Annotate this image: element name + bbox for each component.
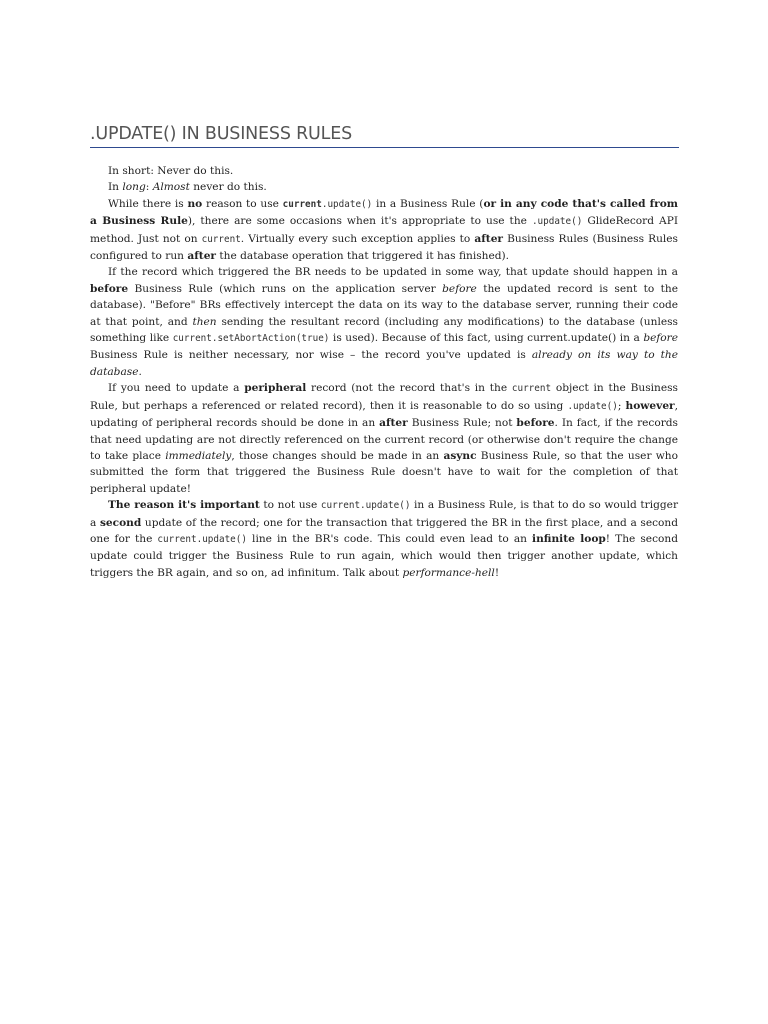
text-run: is used). Because of this fact, using current.update() in a [329,332,644,345]
text-run: update of the record; one for the transaction that triggered the BR in the first place, and a second one for the [90,516,679,545]
text-run: never do this. [189,181,267,194]
bold-text: second [99,516,142,529]
text-run: line in the BR's code. This could even lead to an [246,532,533,545]
text-run: In [108,181,123,194]
italic-text: before [442,282,477,295]
body-text [90,163,678,581]
text-run: Business Rule is neither necessary, nor wise – the record you've updated is [90,349,532,362]
text-run: record (not the record that's in the [306,382,512,395]
code-text: .update() [321,198,373,210]
bold-text: however [625,399,675,412]
text-run: , updating of peripheral records should be done in an [90,399,679,430]
bold-text: before [90,282,129,295]
italic-text: already on its way to the database [90,349,679,378]
italic-text: before [643,332,678,345]
italic-text: long [122,181,146,194]
code-text: current [201,233,241,245]
section-heading: .UPDATE() IN BUSINESS RULES [90,124,679,148]
bold-text: no [187,197,203,210]
code-text: .update() [531,216,583,228]
code-text: current.update() [157,533,247,545]
italic-text: then [192,315,217,328]
text-run: sending the resultant record (including any modifications) to the database (unless something like [90,315,678,345]
italic-text: performance-hell [402,566,495,579]
paragraph-before-business-rule [90,264,678,380]
text-run: . [138,365,142,378]
paragraph-in-long [90,179,678,195]
text-run: Business Rules (Business Rules configured to run [90,232,678,263]
text-run: in a Business Rule ( [372,197,484,210]
italic-text: Almost [152,181,190,194]
text-run: reason to use [202,197,283,210]
code-text: current [282,198,322,210]
bold-text: The reason it's important [108,499,260,512]
text-run: ! [494,566,500,579]
bold-text: peripheral [244,382,307,395]
code-text: current.update() [320,500,411,512]
text-run: in a Business Rule, is that to do so would trigger a [90,499,679,529]
text-run: . Virtually every such exception applies to [240,232,475,245]
text-run: Business Rule, so that the user who submitted the form that triggered the Business Rule doesn't have to wait for the completion of that peripheral update! [90,449,678,495]
bold-text: infinite loop [532,532,606,545]
text-run: Business Rule; not [407,417,517,430]
paragraph-peripheral-record [90,380,678,497]
text-run: , those changes should be made in an [231,449,444,462]
text-run: Business Rule (which runs on the application server [128,282,443,295]
bold-text: before [516,417,555,430]
paragraph-reason-important [90,497,678,581]
text-run: the database operation that triggered it has finished). [216,250,510,263]
text-run: If the record which triggered the BR needs to be updated in some way, that update should happen in a [108,266,678,279]
bold-text: async [443,449,477,462]
text-run: the updated record is sent to the database). "Before" BRs effectively intercept the data on its way to the database server, running their code at that point, and [90,282,678,328]
text-run: : [145,181,153,194]
bold-text: after [187,250,217,263]
text-run: object in the Business Rule, but perhaps a referenced or related record), then it is reasonable to do so using [90,382,678,412]
text-run: ; [617,399,626,412]
text-run: GlideRecord API method. Just not on [90,215,679,245]
code-text: current [511,383,552,395]
paragraph-in-short: In short: Never do this. [108,165,234,177]
bold-text: or in any code that's called from a Business Rule [90,197,679,228]
code-text: current.setAbortAction(true) [172,333,330,345]
text-run: ! The second update could trigger the Business Rule to run again, which would then trigger another update, which triggers the BR again, and so on, ad infinitum. Talk about [90,532,678,579]
paragraph-while-there-is-no-reason [90,196,678,265]
text-run: . In fact, if the records that need updating are not directly referenced on the current record (or otherwise don't require the change to take place [90,417,678,462]
text-run: ), there are some occasions when it's appropriate to use the [187,215,532,228]
bold-text: after [474,232,504,245]
bold-text: after [379,417,408,430]
text-run: While there is [108,197,188,210]
text-run: If you need to update a [108,382,245,395]
italic-text: immediately [165,449,232,462]
text-run: to not use [259,499,321,512]
code-text: .update() [567,400,618,412]
